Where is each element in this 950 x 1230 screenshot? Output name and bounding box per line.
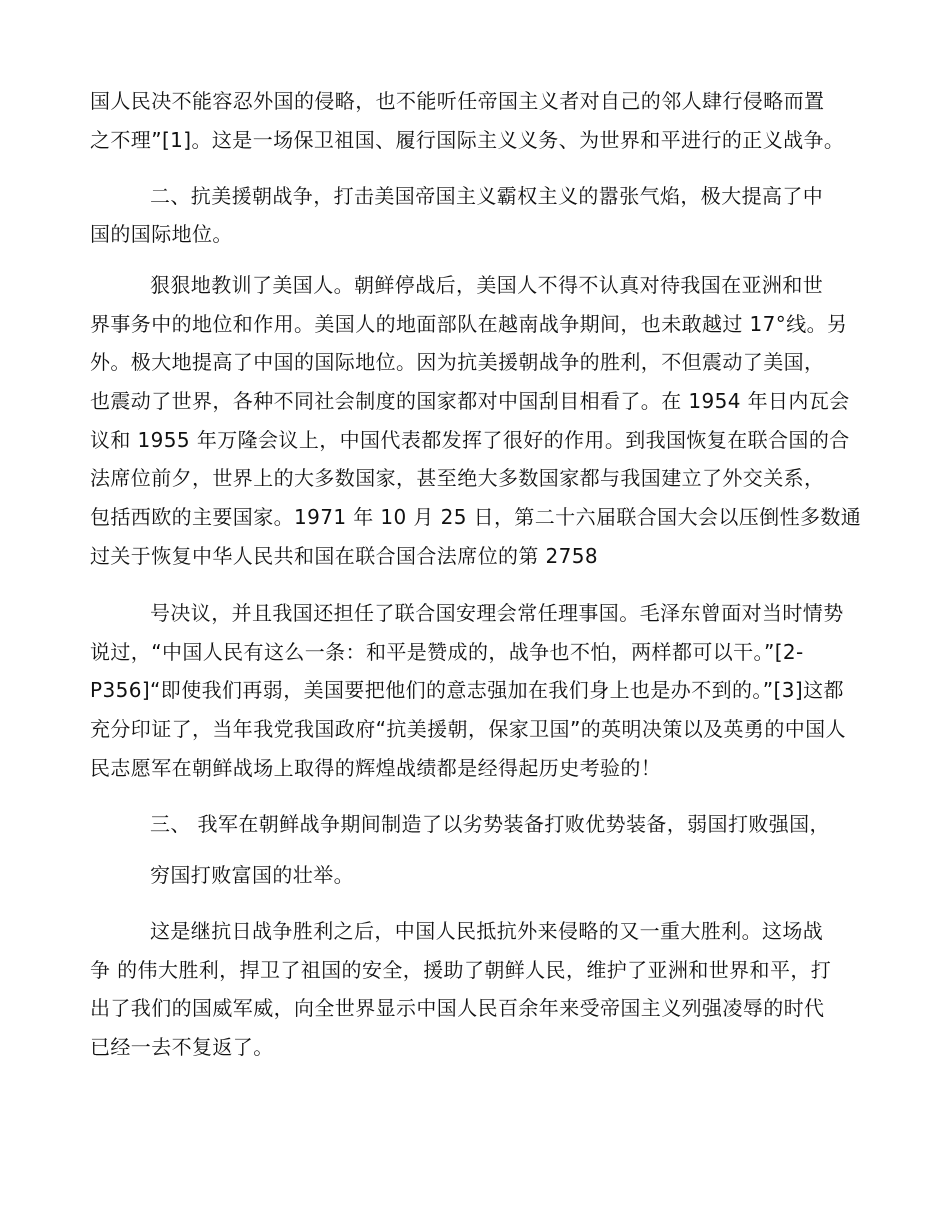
paragraph-4-line-3: P356]“即使我们再弱，美国要把他们的意志强加在我们身上也是办不到的。”[3]这都: [90, 678, 844, 702]
paragraph-7-line-4: 已经一去不复返了。: [90, 1035, 274, 1059]
paragraph-4-line-1: 号决议，并且我国还担任了联合国安理会常任理事国。毛泽东曾面对当时情势: [150, 601, 844, 625]
paragraph-4-line-5: 民志愿军在朝鲜战场上取得的辉煌战绩都是经得起历史考验的！: [90, 756, 662, 780]
paragraph-3-line-8: 过关于恢复中华人民共和国在联合国合法席位的第 2758: [90, 544, 599, 568]
paragraph-7-line-3: 出了我们的国威军威，向全世界显示中国人民百余年来受帝国主义列强凌辱的时代: [90, 996, 825, 1020]
paragraph-3-line-4: 也震动了世界，各种不同社会制度的国家都对中国刮目相看了。在 1954 年日内瓦会: [90, 389, 850, 413]
paragraph-3-line-1: 狠狠地教训了美国人。朝鲜停战后，美国人不得不认真对待我国在亚洲和世: [150, 273, 824, 297]
paragraph-3-line-7: 包括西欧的主要国家。1971 年 10 月 25 日，第二十六届联合国大会以压倒性多数通: [90, 505, 862, 529]
paragraph-3-line-5: 议和 1955 年万隆会议上，中国代表都发挥了很好的作用。到我国恢复在联合国的合: [90, 428, 850, 452]
paragraph-4-line-4: 充分印证了，当年我党我国政府“抗美援朝，保家卫国”的英明决策以及英勇的中国人: [90, 717, 846, 741]
paragraph-7-line-2: 争 的伟大胜利，捍卫了祖国的安全，援助了朝鲜人民，维护了亚洲和世界和平，打: [90, 958, 832, 982]
paragraph-3-line-6: 法席位前夕，世界上的大多数国家，甚至绝大多数国家都与我国建立了外交关系，: [90, 466, 825, 490]
paragraph-7-line-1: 这是继抗日战争胜利之后，中国人民抵抗外来侵略的又一重大胜利。这场战: [150, 919, 824, 943]
paragraph-1-line-1: 国人民决不能容忍外国的侵略，也不能听任帝国主义者对自己的邻人肆行侵略而置: [90, 89, 825, 113]
section-heading-2-line-2: 国的国际地位。: [90, 222, 233, 246]
section-heading-3: 三、 我军在朝鲜战争期间制造了以劣势装备打败优势装备，弱国打败强国，: [150, 812, 830, 836]
paragraph-3-line-3: 外。极大地提高了中国的国际地位。因为抗美援朝战争的胜利，不但震动了美国，: [90, 350, 825, 374]
section-heading-2-line-1: 二、抗美援朝战争，打击美国帝国主义霸权主义的嚣张气焰，极大提高了中: [150, 184, 824, 208]
paragraph-1-line-2: 之不理”[1]。这是一场保卫祖国、履行国际主义义务、为世界和平进行的正义战争。: [90, 128, 845, 152]
section-heading-3-continuation: 穷国打败富国的壮举。: [150, 863, 354, 887]
paragraph-3-line-2: 界事务中的地位和作用。美国人的地面部队在越南战争期间，也未敢越过 17°线。另: [90, 312, 848, 336]
paragraph-4-line-2: 说过，“中国人民有这么一条：和平是赞成的，战争也不怕，两样都可以干。”[2-: [90, 640, 804, 664]
